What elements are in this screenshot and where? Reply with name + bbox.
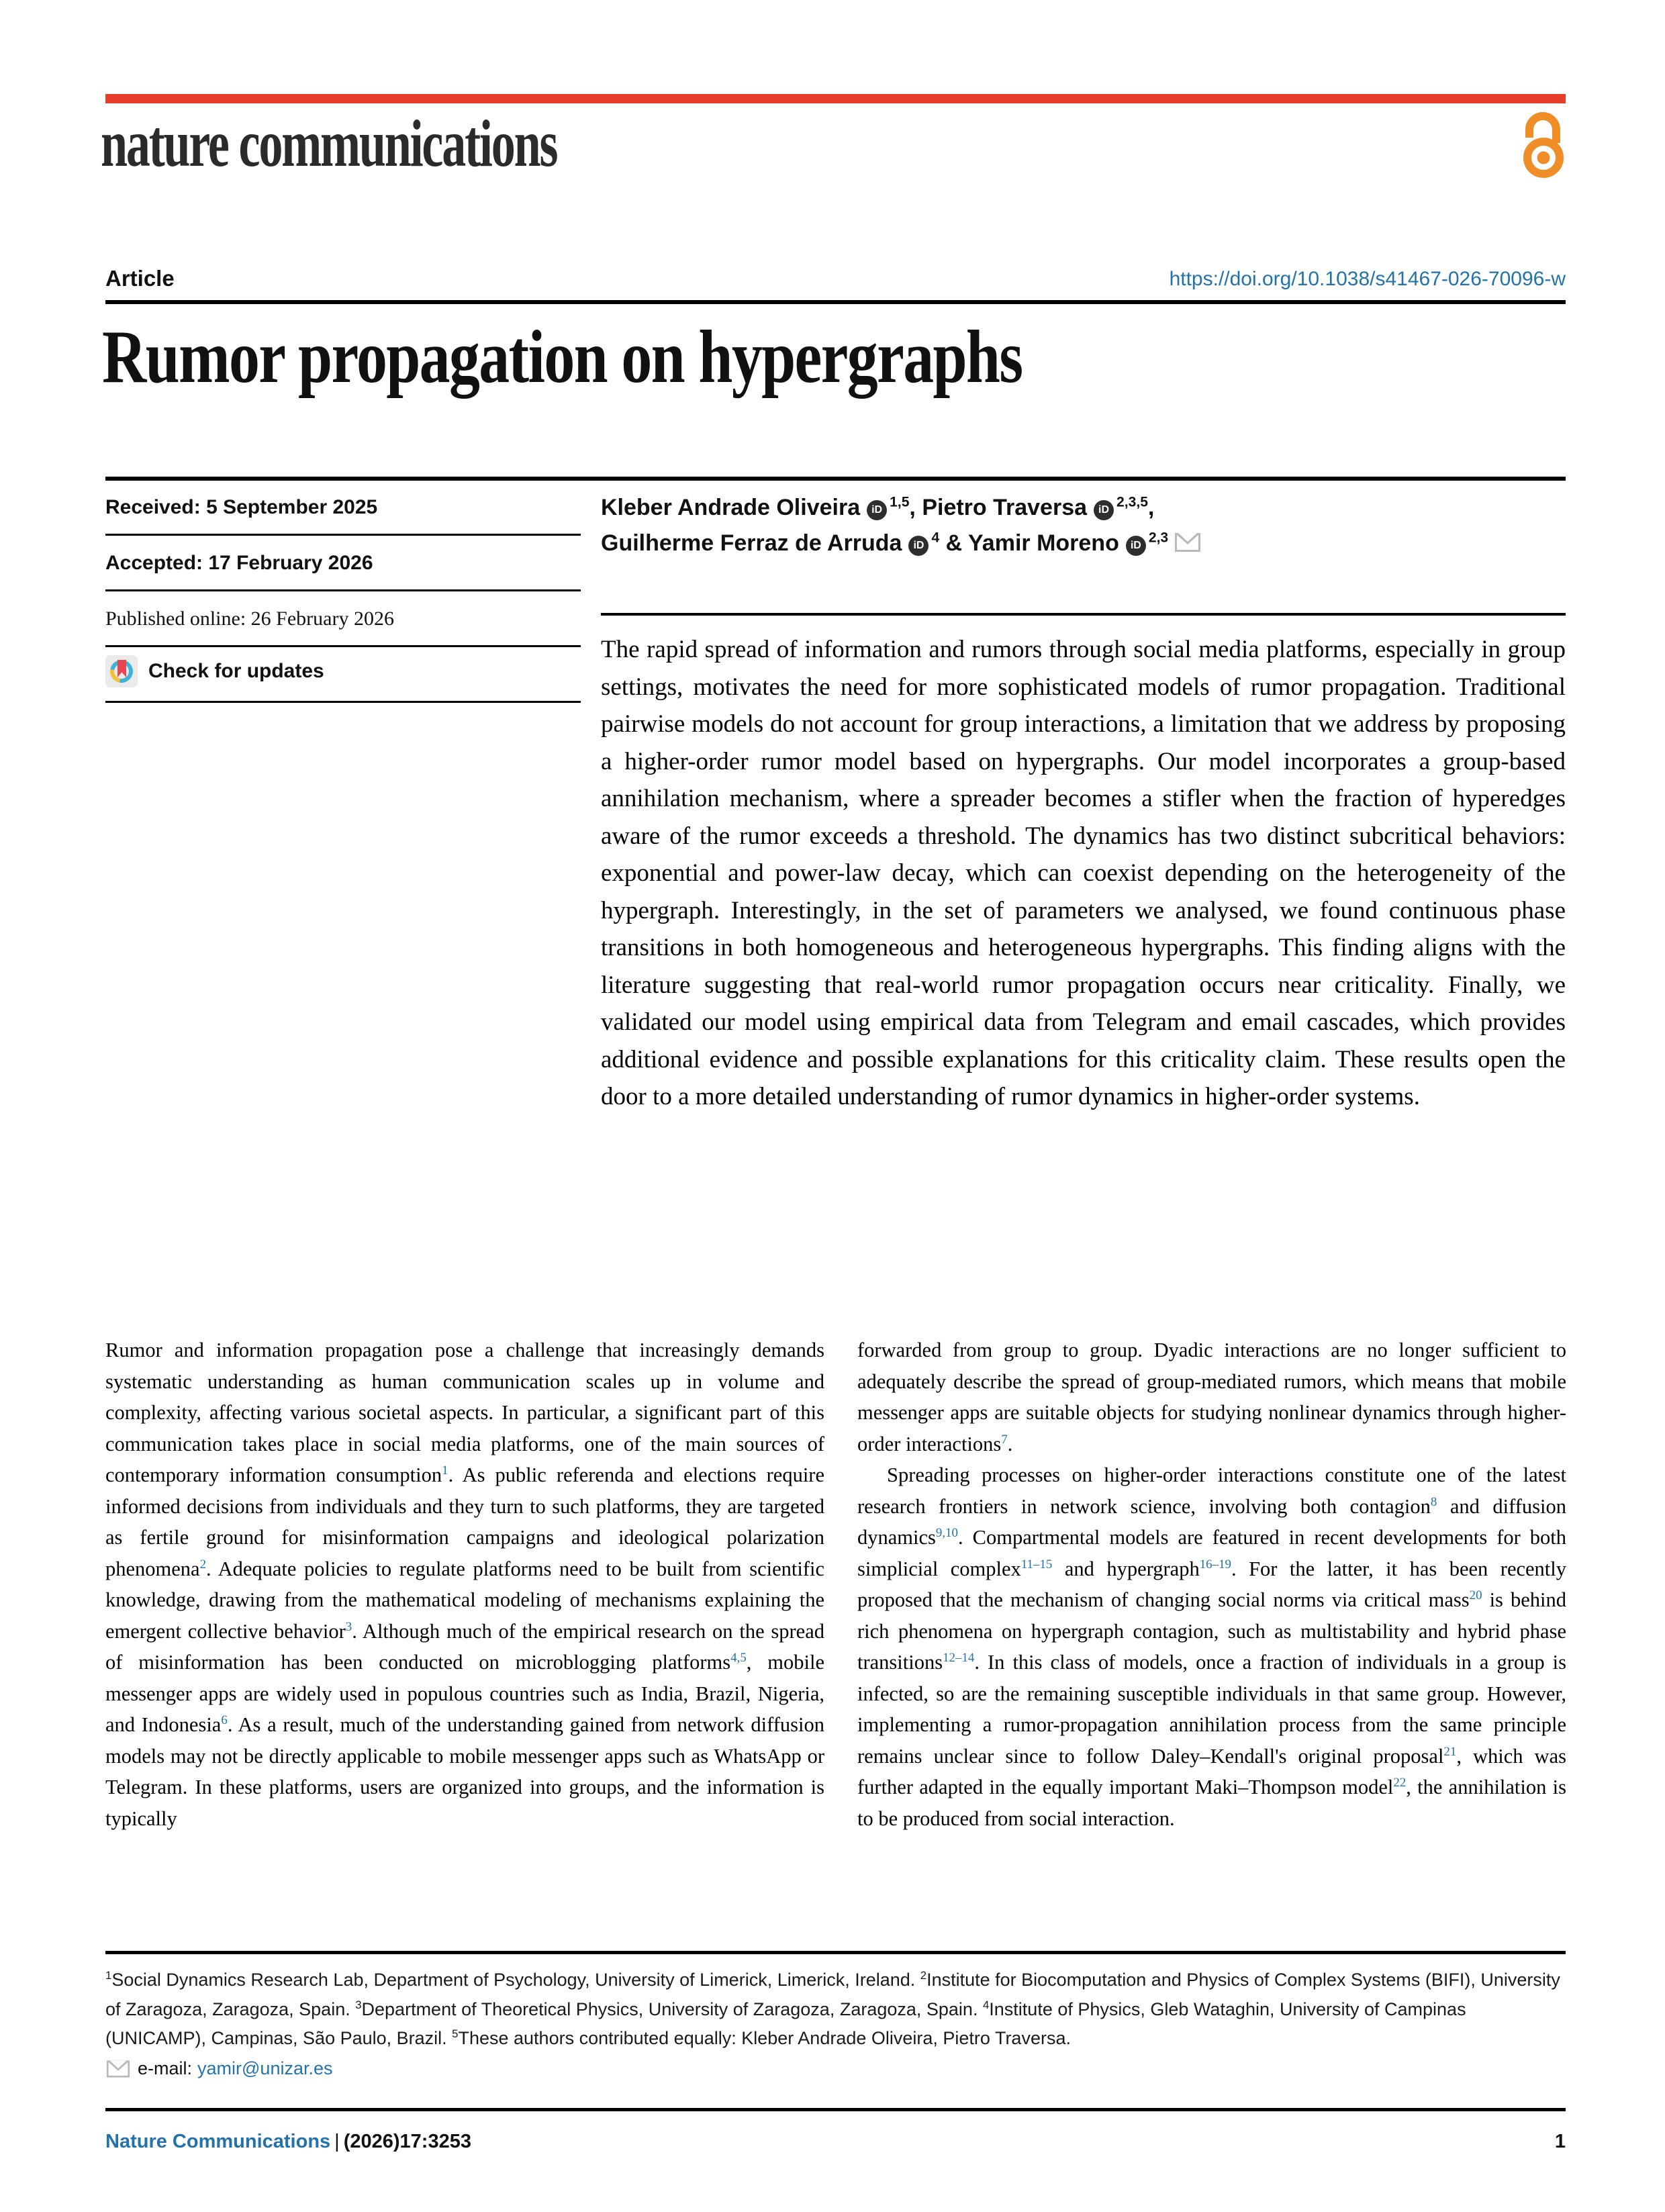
meta-divider xyxy=(105,589,581,591)
author-line-1: Kleber Andrade Oliveira iD $^{1,5}$, Pietro Traversa iD $^{2,3,5}$, xyxy=(601,494,1155,520)
page-title: Rumor propagation on hypergraphs xyxy=(102,316,1022,399)
divider-above-title xyxy=(105,300,1566,304)
check-for-updates-badge[interactable] xyxy=(105,655,324,687)
reference-superscript[interactable]: 12–14 xyxy=(943,1650,975,1665)
doi-link[interactable]: https://doi.org/10.1038/s41467-026-70096-w xyxy=(1169,268,1566,290)
reference-superscript[interactable]: 4 xyxy=(931,530,940,546)
reference-superscript[interactable]: 6 xyxy=(221,1713,228,1727)
reference-superscript[interactable]: 4 xyxy=(982,1998,990,2011)
reference-superscript[interactable]: 20 xyxy=(1469,1588,1482,1602)
intro-paragraph-2: Spreading processes on higher-order interactions constitute one of the latest research frontiers in network science, involving both contagion$^8$ and diffusion dynamics$^{9,10}$. Compartmental models are featured in recent developments for both simplicial complex$^{11-15}$ and hypergraph$^{16-19}$. For the latter, it has been recently proposed that the mechanism of changing social norms via critical mass$^{20}$ is behind rich phenomena on hypergraph contagion, such as multistability and hybrid phase transitions$^{12-14}$. In this class of models, once a fraction of individuals in a group is infected, so are the remaining susceptible individuals in that same group. However, implementing a rumor-propagation annihilation process from the same principle remains unclear since to follow Daley–Kendall's original proposal$^{21}$, which was further adapted in the equally important Maki–Thompson model$^{22}$, the annihilation is to be produced from social interaction. xyxy=(857,1463,1567,1830)
correspondence-line xyxy=(105,2058,333,2079)
affiliations-footnote: $^1$Social Dynamics Research Lab, Department of Psychology, University of Limerick, Limerick, Ireland. $^2$Institute for Biocomputation and Physics of Complex Systems (BIFI), University of Zaragoza, Zaragoza, Spain. $^3$Department of Theoretical Physics, University of Zaragoza, Zaragoza, Spain. $^4$Institute of Physics, Gleb Wataghin, University of Campinas (UNICAMP), Campinas, São Paulo, Brazil. $^5$These authors contributed equally: Kleber Andrade Oliveira, Pietro Traversa. xyxy=(105,1969,1560,2048)
reference-superscript[interactable]: 2 xyxy=(199,1557,207,1572)
divider-above-footer xyxy=(105,2108,1566,2111)
reference-superscript[interactable]: 21 xyxy=(1443,1744,1457,1759)
email-label: e-mail: xyxy=(138,2058,193,2078)
author-list xyxy=(601,490,1568,561)
footer-journal-link[interactable]: Nature Communications xyxy=(105,2131,331,2152)
published-date: Published online: 26 February 2026 xyxy=(105,608,394,630)
abstract-text: The rapid spread of information and rumors through social media platforms, especially in group settings, motivates the need for more sophisticated models of rumor propagation. Traditional pairwise models do not account for group interactions, a limitation that we address by proposing a higher-order rumor model based on hypergraphs. Our model incorporates a group-based annihilation mechanism, where a spreader becomes a stifler when the fraction of hyperedges aware of the rumor exceeds a threshold. The dynamics has two distinct subcritical behaviors: exponential and power-law decay, which can coexist depending on the heterogeneity of the hypergraph. Interestingly, in the set of parameters we analysed, we found continuous phase transitions in both homogeneous and heterogeneous hypergraphs. This finding aligns with the literature suggesting that real-world rumor propagation occurs near criticality. Finally, we validated our model using empirical data from Telegram and email cascades, which provides additional evidence and possible explanations for this criticality claim. These results open the door to a more detailed understanding of rumor dynamics in higher-order systems. xyxy=(601,636,1566,1110)
reference-superscript[interactable]: 8 xyxy=(1430,1494,1437,1509)
reference-superscript[interactable]: 22 xyxy=(1393,1775,1407,1790)
orcid-icon[interactable]: iD xyxy=(1126,536,1146,556)
divider-above-meta xyxy=(105,477,1566,481)
reference-superscript[interactable]: 11–15 xyxy=(1020,1557,1053,1572)
masthead-accent-bar xyxy=(105,94,1566,103)
reference-superscript[interactable]: 1 xyxy=(442,1463,448,1478)
reference-superscript[interactable]: 3 xyxy=(345,1619,352,1634)
reference-superscript[interactable]: 2 xyxy=(920,1969,927,1982)
divider-above-footnotes xyxy=(105,1951,1566,1954)
article-type-label: Article xyxy=(105,266,175,291)
email-icon xyxy=(107,2060,130,2077)
reference-superscript[interactable]: 1,5 xyxy=(890,494,910,510)
meta-divider xyxy=(105,701,581,703)
footer-citation-number: (2026)17:3253 xyxy=(343,2131,471,2152)
meta-divider xyxy=(105,534,581,536)
reference-superscript[interactable]: 2,3,5 xyxy=(1116,494,1148,510)
footer-citation xyxy=(105,2131,471,2153)
body-column-left xyxy=(105,1335,824,1834)
journal-logo: nature communications xyxy=(101,106,557,181)
check-for-updates-label: Check for updates xyxy=(148,660,324,682)
reference-superscript[interactable]: 9,10 xyxy=(935,1525,958,1540)
crossmark-icon xyxy=(105,655,138,687)
accepted-date: Accepted: 17 February 2026 xyxy=(105,552,373,574)
meta-divider xyxy=(105,645,581,647)
reference-superscript[interactable]: 1 xyxy=(105,1969,112,1982)
email-icon[interactable] xyxy=(1175,533,1200,552)
orcid-icon[interactable]: iD xyxy=(867,500,887,520)
intro-paragraph-1: Rumor and information propagation pose a challenge that increasingly demands systematic understanding as human communication scales up in volume and complexity, affecting various societal aspects. In particular, a significant part of this communication takes place in social media platforms, one of the main sources of contemporary information consumption$^1$. As public referenda and elections require informed decisions from individuals and they turn to such platforms, they are targeted as fertile ground for misinformation campaigns and ideological polarization phenomena$^2$. Adequate policies to regulate platforms need to be built from scientific knowledge, drawing from the mathematical modeling of mechanisms explaining the emergent collective behavior$^3$. Although much of the empirical research on the spread of misinformation has been conducted on microblogging platforms$^{4,5}$, mobile messenger apps are widely used in populous countries such as India, Brazil, Nigeria, and Indonesia$^6$. As a result, much of the understanding gained from network diffusion models may not be directly applicable to mobile messenger apps such as WhatsApp or Telegram. In these platforms, users are organized into groups, and the information is typically xyxy=(105,1339,825,1830)
reference-superscript[interactable]: 5 xyxy=(452,2027,459,2040)
open-access-icon xyxy=(1516,109,1571,185)
intro-paragraph-1-continued: forwarded from group to group. Dyadic interactions are no longer sufficient to adequately describe the spread of group-mediated rumors, which means that mobile messenger apps are suitable objects for studying nonlinear dynamics through higher-order interactions$^7$. xyxy=(857,1339,1566,1455)
footer-separator: | xyxy=(334,2131,340,2152)
reference-superscript[interactable]: 4,5 xyxy=(730,1650,747,1665)
email-link[interactable]: yamir@unizar.es xyxy=(197,2058,333,2078)
reference-superscript[interactable]: 16–19 xyxy=(1199,1557,1231,1572)
orcid-icon[interactable]: iD xyxy=(1094,500,1114,520)
page-number: 1 xyxy=(1554,2131,1566,2152)
reference-superscript[interactable]: 3 xyxy=(355,1998,362,2011)
divider-above-abstract xyxy=(601,613,1566,616)
reference-superscript[interactable]: 2,3 xyxy=(1148,530,1169,546)
received-date: Received: 5 September 2025 xyxy=(105,496,378,518)
reference-superscript[interactable]: 7 xyxy=(1001,1432,1008,1447)
body-column-right xyxy=(857,1335,1566,1834)
author-line-2: Guilherme Ferraz de Arruda iD $^4$ & Yamir Moreno iD $^{2,3}$ xyxy=(601,526,1568,561)
orcid-icon[interactable]: iD xyxy=(908,536,929,556)
